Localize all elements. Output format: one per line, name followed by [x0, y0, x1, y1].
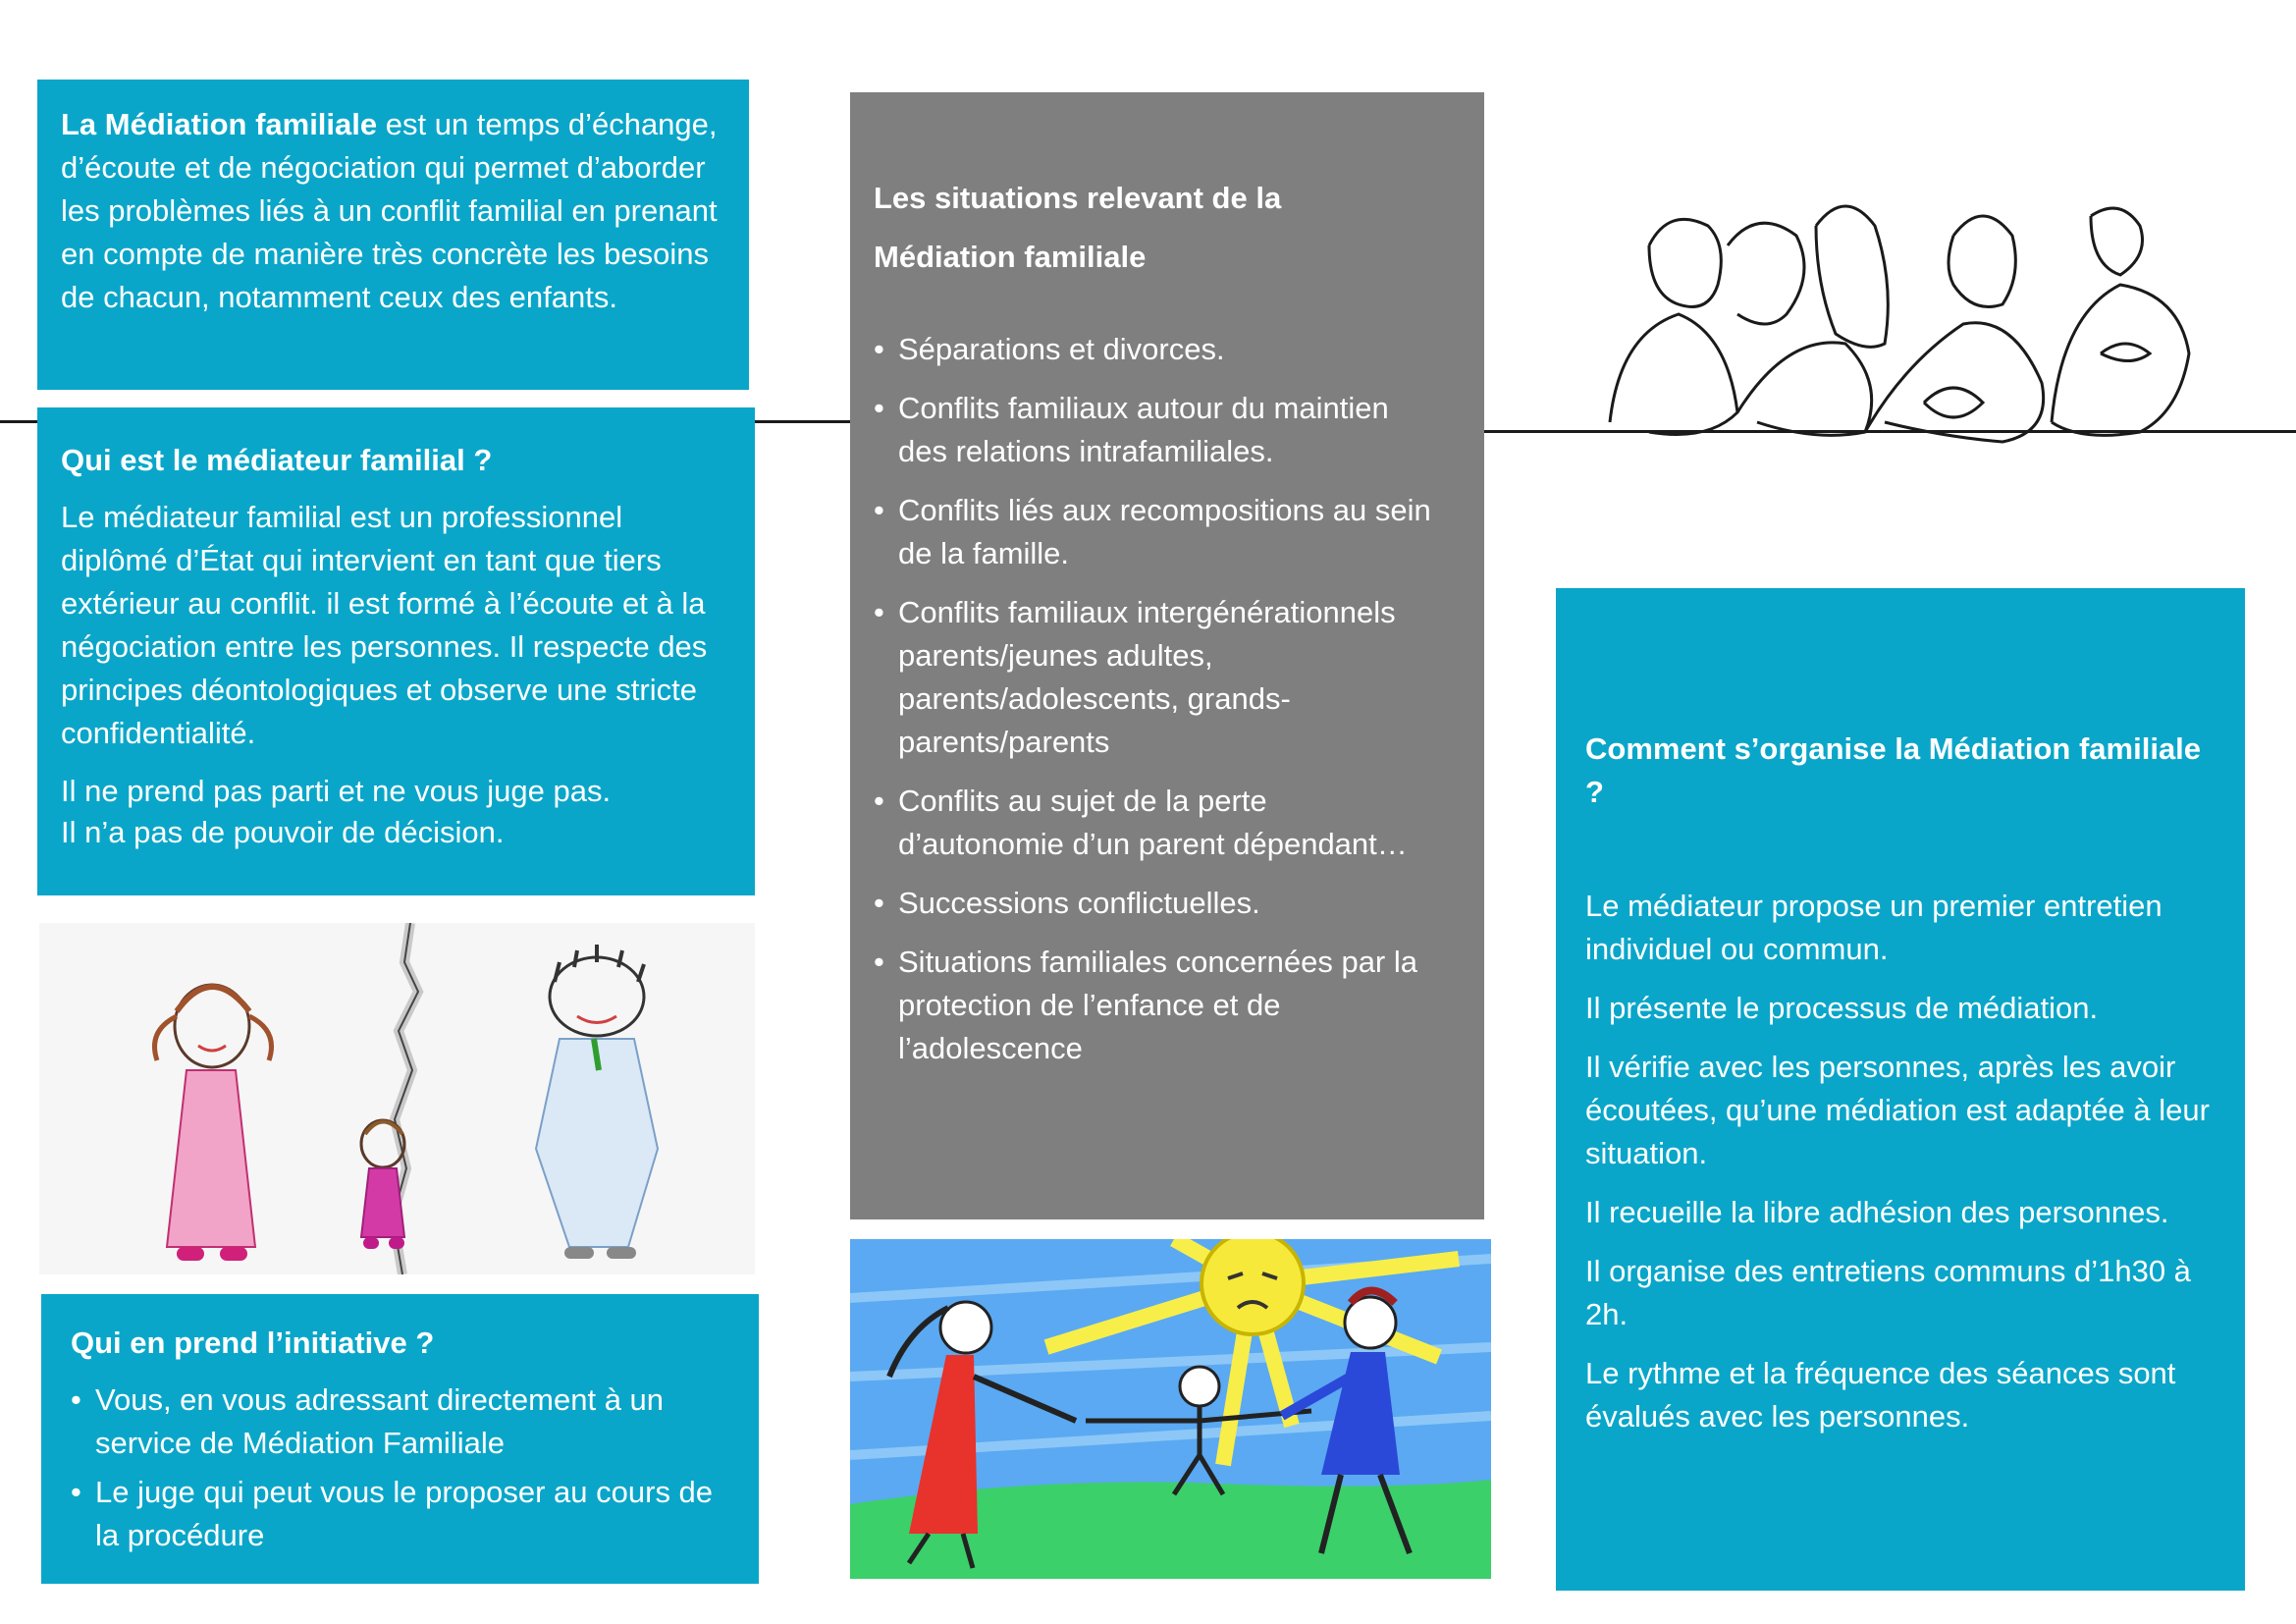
list-item: • Le juge qui peut vous le proposer au cours de la procédure — [71, 1471, 735, 1557]
situations-title-line2: Médiation familiale — [874, 240, 1147, 274]
mediator-title: Qui est le médiateur familial ? — [61, 443, 493, 477]
family-conflict-drawing-image — [850, 1239, 1491, 1579]
list-item: • Conflits familiaux autour du maintien des relations intrafamiliales. — [874, 387, 1435, 473]
initiative-box — [41, 1294, 759, 1584]
organisation-para: Le rythme et la fréquence des séances sont évalués avec les personnes. — [1585, 1356, 2176, 1434]
organisation-title: Comment s’organise la Médiation familiale ? — [1585, 731, 2202, 809]
list-item: • Conflits liés aux recompositions au sein de la famille. — [874, 489, 1435, 575]
list-item: • Situations familiales concernées par la protection de l’enfance et de l’adolescence — [874, 941, 1435, 1070]
situations-box — [850, 92, 1484, 1219]
list-item: • Conflits au sujet de la perte d’autonomie d’un parent dépendant… — [874, 780, 1435, 866]
mediator-para2-line2: Il n’a pas de pouvoir de décision. — [61, 815, 505, 849]
list-item: • Séparations et divorces. — [874, 328, 1435, 371]
mediator-box — [37, 407, 755, 895]
mediator-para1: Le médiateur familial est un professionnel diplômé d’État qui intervient en tant que tiers extérieur au conflit. il est formé à l’écoute et à la négociation entre les personnes. Il respecte des principes déontologiques et observe une stricte confidentialité. — [61, 500, 708, 750]
organisation-para: Il présente le processus de médiation. — [1585, 991, 2099, 1025]
organisation-para: Il recueille la libre adhésion des personnes. — [1585, 1195, 2169, 1229]
intro-text — [61, 103, 725, 319]
list-item: • Vous, en vous adressant directement à un service de Médiation Familiale — [71, 1379, 735, 1465]
initiative-list — [71, 1379, 735, 1557]
organisation-para: Le médiateur propose un premier entretien individuel ou commun. — [1585, 889, 2163, 966]
list-item: • Successions conflictuelles. — [874, 882, 1435, 925]
intro-lead-rest: est un temps d’échange, d’écoute et de négociation qui permet d’aborder les problèmes liés à un conflit familial en prenant en compte de manière très concrète les besoins de chacun, notamment ceux des enfants. — [61, 107, 718, 314]
initiative-title: Qui en prend l’initiative ? — [71, 1326, 435, 1360]
organisation-para: Il vérifie avec les personnes, après les avoir écoutées, qu’une médiation est adaptée à leur situation. — [1585, 1050, 2210, 1170]
intro-box — [37, 80, 749, 390]
family-drawing-image — [39, 923, 755, 1274]
list-item: • Conflits familiaux intergénérationnels parents/jeunes adultes, parents/adolescents, grands-parents/parents — [874, 591, 1435, 764]
intro-lead-bold: La Médiation familiale — [61, 107, 378, 141]
situations-list — [874, 328, 1435, 1070]
organisation-box — [1556, 588, 2245, 1591]
mediator-para2-line1: Il ne prend pas parti et ne vous juge pas. — [61, 774, 612, 808]
situations-title-line1: Les situations relevant de la — [874, 181, 1282, 215]
organisation-para: Il organise des entretiens communs d’1h30 à 2h. — [1585, 1254, 2191, 1331]
line-art-people-image — [1590, 187, 2218, 471]
